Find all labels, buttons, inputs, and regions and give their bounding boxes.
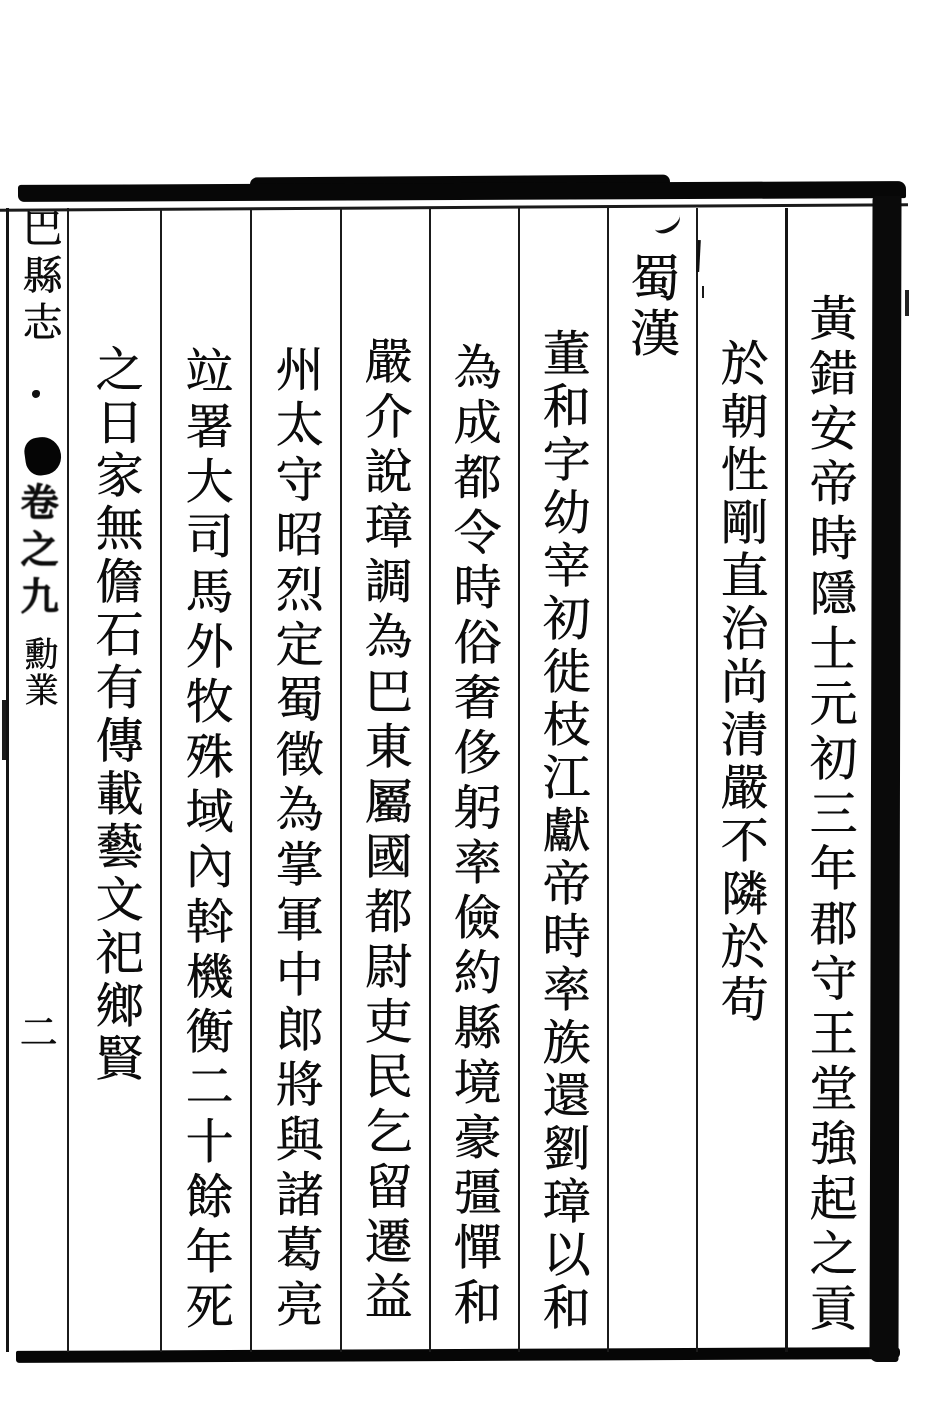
ink-dot <box>32 390 40 398</box>
section-label: 勳業 <box>18 636 58 708</box>
text-column-7: 竝署大司馬外牧殊域內斡機衡二十餘年死 <box>177 346 233 1336</box>
column-rule <box>518 208 520 1352</box>
ink-blob <box>23 435 64 478</box>
column-rule <box>340 208 342 1352</box>
section-header-shuhan: 蜀漢 <box>622 252 680 362</box>
text-column-4: 為成都令時俗奢侈躬率儉約縣境豪彊憚和 <box>445 342 501 1332</box>
frame-bottom-border <box>16 1347 900 1363</box>
column-rule <box>250 208 252 1352</box>
brush-tick-mark <box>696 240 701 272</box>
column-rule <box>67 208 69 1352</box>
column-rule <box>429 208 431 1352</box>
frame-top-border <box>0 203 908 212</box>
text-column-2: 於朝性剛直治尚清嚴不隣於苟 <box>712 338 768 1027</box>
volume-label: 卷之九 <box>14 482 59 623</box>
top-ink-band <box>18 181 906 202</box>
scan-speck <box>2 700 6 760</box>
text-column-5: 嚴介說璋調為巴東屬國都尉吏民乞留遷益 <box>356 336 412 1326</box>
column-rule <box>785 208 788 1352</box>
brush-mark-icon <box>650 207 683 236</box>
brush-dash-mark <box>702 286 704 298</box>
text-column-3: 董和字幼宰初徙枝江獻帝時率族還劉璋以和 <box>534 328 590 1335</box>
column-rule <box>696 208 698 1352</box>
page-number: 二 <box>13 1012 57 1050</box>
column-rule <box>6 208 9 1352</box>
book-title: 巴縣志 <box>16 207 62 348</box>
text-column-6: 州太守昭烈定蜀徵為掌軍中郎將與諸葛亮 <box>267 344 323 1334</box>
column-rule <box>160 208 162 1352</box>
text-column-1: 黃錯安帝時隱士元初三年郡守王堂強起之貢 <box>801 293 857 1338</box>
column-rule <box>607 208 609 1352</box>
text-column-8: 之日家無儋石有傳載藝文祀鄉賢 <box>87 344 143 1086</box>
scan-speck <box>905 290 909 316</box>
right-edge-ink-band <box>869 196 901 1362</box>
